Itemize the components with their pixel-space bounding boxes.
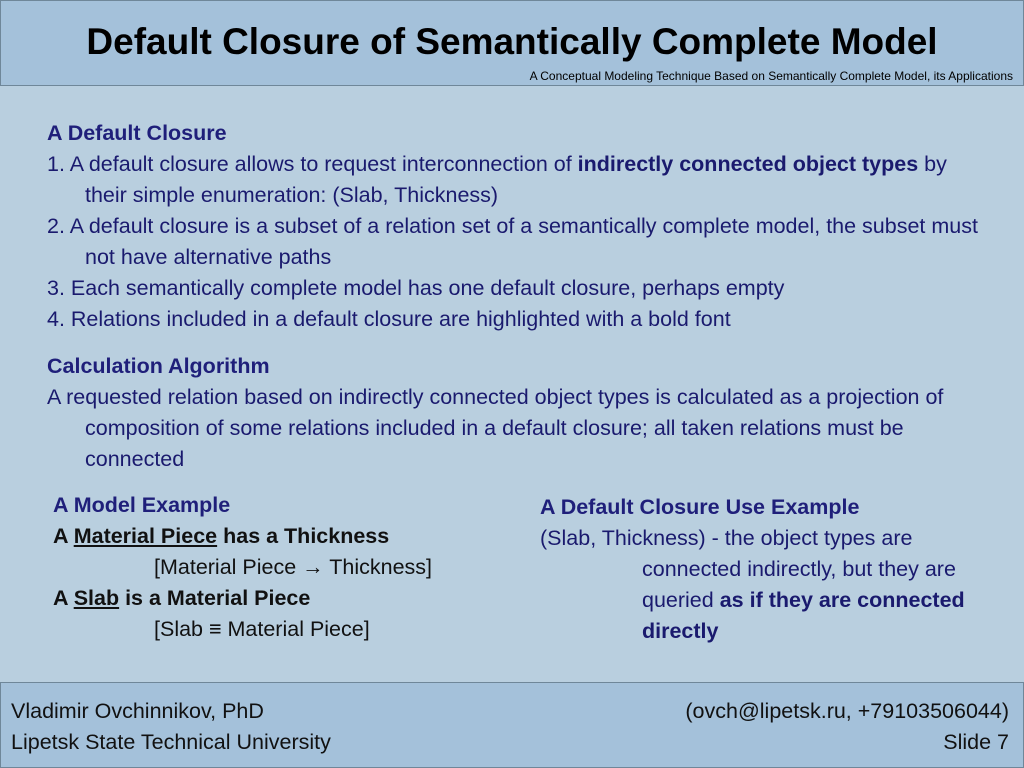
model-example <box>53 490 513 645</box>
closure-heading: A Default Closure <box>47 121 227 145</box>
model-line-3-suffix: is a Material Piece <box>119 586 311 610</box>
algorithm-text: A requested relation based on indirectly connected object types is calculated as a projection of composition of some relations included in a default closure; all taken relations must be connected <box>47 385 944 471</box>
slide-header <box>0 0 1024 86</box>
footer-left <box>11 696 331 758</box>
closure-item-1-bold: indirectly connected object types <box>577 152 919 176</box>
algorithm-heading: Calculation Algorithm <box>47 354 270 378</box>
closure-item-1-text: 1. A default closure allows to request interconnection of <box>47 152 578 176</box>
model-line-3-prefix: A <box>53 586 74 610</box>
slide-title: Default Closure of Semantically Complete Model <box>86 21 938 62</box>
closure-item-2: 2. A default closure is a subset of a relation set of a semantically complete model, the subset must not have alternative paths <box>47 214 978 269</box>
footer-author: Vladimir Ovchinnikov, PhD <box>11 699 264 723</box>
main-content <box>47 118 987 475</box>
footer-university: Lipetsk State Technical University <box>11 730 331 754</box>
closure-item-3: 3. Each semantically complete model has one default closure, perhaps empty <box>47 276 785 300</box>
model-example-heading: A Model Example <box>53 493 231 517</box>
slide-subtitle: A Conceptual Modeling Technique Based on Semantically Complete Model, its Applications <box>529 69 1013 83</box>
model-line-1-suffix: has a Thickness <box>217 524 390 548</box>
use-example-plain: (Slab, Thickness) - the object types are connected indirectly, but they are queried <box>540 526 956 612</box>
model-line-1 <box>53 521 513 552</box>
footer-contact: (ovch@lipetsk.ru, +79103506044) <box>685 699 1009 723</box>
slide-footer <box>0 682 1024 768</box>
use-example-text <box>540 523 1000 647</box>
closure-item-1 <box>47 149 987 211</box>
slab-link: Slab <box>73 586 120 610</box>
use-example-bold: as if they are connected directly <box>642 588 965 643</box>
use-example-heading: A Default Closure Use Example <box>540 495 860 519</box>
model-line-4: [Slab ≡ Material Piece] <box>154 617 370 641</box>
model-line-1-prefix: A <box>53 524 74 548</box>
closure-item-1-tail: by their simple enumeration: (Slab, Thickness) <box>85 152 947 207</box>
closure-item-4: 4. Relations included in a default closure are highlighted with a bold font <box>47 307 731 331</box>
footer-right <box>685 696 1009 758</box>
footer-slide-number: Slide 7 <box>943 730 1009 754</box>
material-piece-link: Material Piece <box>73 524 218 548</box>
model-line-2: [Material Piece → Thickness] <box>154 555 433 579</box>
use-example <box>540 492 1000 647</box>
model-line-3 <box>53 583 513 614</box>
